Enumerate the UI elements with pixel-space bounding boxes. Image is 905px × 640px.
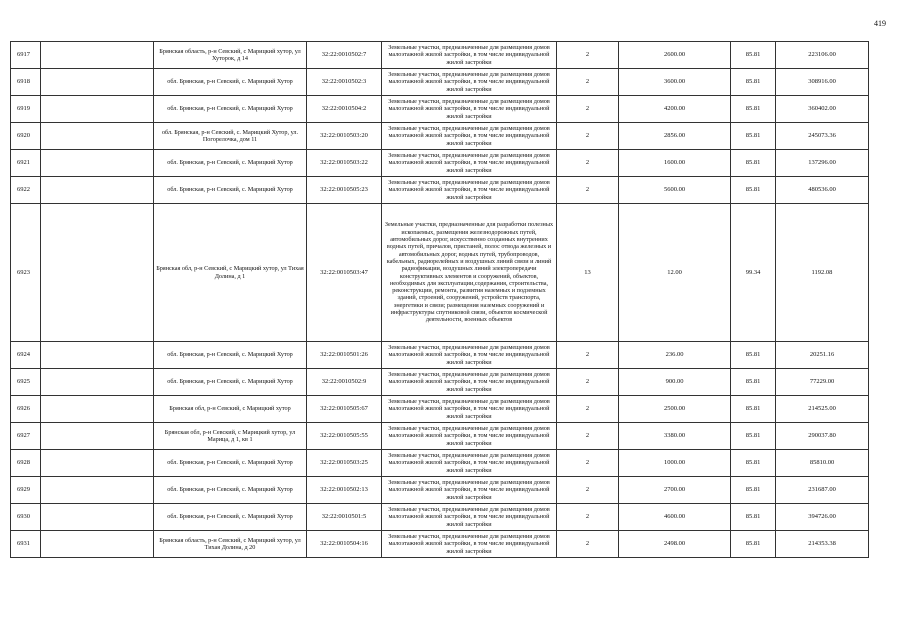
- area-cell: 4600.00: [619, 504, 731, 531]
- cadastral-value-cell: 214525.00: [776, 396, 869, 423]
- cadastral-number-cell: 32:22:0010503:22: [307, 150, 382, 177]
- land-use-cell: Земельные участки, предназначенные для разработки полезных ископаемых, размещения железнодорожных путей, автомобильных дорог, искусственно созданных внутренних водных путей, причалов, пристаней, полос отвода железных и автомобильных дорог, водных путей, трубопроводов, кабельных, радиорелейных и воздушных линий связи и линий радиофикации, воздушных линий электропередачи конструктивных элементов и сооружений, объектов, необходимых для эксплуатации,содержания, строительства, реконструкции, ремонта, развития наземных и подземных зданий, строений, сооружений, устройств транспорта, энергетики и связи; размещения наземных сооружений и инфраструктуры спутниковой связи, объектов космической деятельности, военных объектов: [382, 204, 557, 342]
- spacer-cell: [41, 477, 154, 504]
- rate-cell: 85.81: [731, 423, 776, 450]
- spacer-cell: [41, 369, 154, 396]
- area-cell: 5600.00: [619, 177, 731, 204]
- group-code-cell: 13: [557, 204, 619, 342]
- address-cell: обл. Брянская, р-н Севский, с. Марицкий Хутор: [154, 369, 307, 396]
- address-cell: Брянская обл, р-н Севский, с Марицкий хутор: [154, 396, 307, 423]
- land-registry-table: [10, 41, 869, 558]
- spacer-cell: [41, 123, 154, 150]
- rate-cell: 99.34: [731, 204, 776, 342]
- cadastral-number-cell: 32:22:0010502:9: [307, 369, 382, 396]
- land-use-cell: Земельные участки, предназначенные для размещения домов малоэтажной жилой застройки, в том числе индивидуальной жилой застройки: [382, 123, 557, 150]
- cadastral-number-cell: 32:22:0010501:5: [307, 504, 382, 531]
- table-row: [11, 177, 869, 204]
- group-code-cell: 2: [557, 531, 619, 558]
- rate-cell: 85.81: [731, 96, 776, 123]
- table-row: [11, 69, 869, 96]
- spacer-cell: [41, 504, 154, 531]
- area-cell: 2498.00: [619, 531, 731, 558]
- table-row: [11, 423, 869, 450]
- address-cell: обл. Брянская, р-н Севский, с. Марицкий Хутор: [154, 69, 307, 96]
- cadastral-number-cell: 32:22:0010505:23: [307, 177, 382, 204]
- area-cell: 1000.00: [619, 450, 731, 477]
- spacer-cell: [41, 423, 154, 450]
- cadastral-value-cell: 137296.00: [776, 150, 869, 177]
- group-code-cell: 2: [557, 123, 619, 150]
- table-row: [11, 150, 869, 177]
- rate-cell: 85.81: [731, 531, 776, 558]
- land-use-cell: Земельные участки, предназначенные для размещения домов малоэтажной жилой застройки, в том числе индивидуальной жилой застройки: [382, 96, 557, 123]
- address-cell: Брянская обл, р-н Севский, с Марицкий хутор, ул Тихая Долина, д 1: [154, 204, 307, 342]
- cadastral-value-cell: 394726.00: [776, 504, 869, 531]
- address-cell: обл. Брянская, р-н Севский, с. Марицкий Хутор: [154, 477, 307, 504]
- row-number: 6931: [11, 531, 41, 558]
- rate-cell: 85.81: [731, 177, 776, 204]
- row-number: 6926: [11, 396, 41, 423]
- land-use-cell: Земельные участки, предназначенные для размещения домов малоэтажной жилой застройки, в том числе индивидуальной жилой застройки: [382, 177, 557, 204]
- cadastral-value-cell: 245073.36: [776, 123, 869, 150]
- cadastral-number-cell: 32:22:0010502:7: [307, 42, 382, 69]
- cadastral-value-cell: 231687.00: [776, 477, 869, 504]
- cadastral-number-cell: 32:22:0010505:55: [307, 423, 382, 450]
- rate-cell: 85.81: [731, 504, 776, 531]
- address-cell: Брянская обл, р-н Севский, с Марицкий хутор, ул Марица, д 1, кв 1: [154, 423, 307, 450]
- rate-cell: 85.81: [731, 123, 776, 150]
- cadastral-value-cell: 214353.38: [776, 531, 869, 558]
- table-row: [11, 369, 869, 396]
- cadastral-number-cell: 32:22:0010503:20: [307, 123, 382, 150]
- spacer-cell: [41, 204, 154, 342]
- row-number: 6920: [11, 123, 41, 150]
- row-number: 6930: [11, 504, 41, 531]
- address-cell: Брянская область, р-н Севский, с Марицкий хутор, ул Тихая Долина, д 20: [154, 531, 307, 558]
- land-use-cell: Земельные участки, предназначенные для размещения домов малоэтажной жилой застройки, в том числе индивидуальной жилой застройки: [382, 450, 557, 477]
- table-row: [11, 342, 869, 369]
- group-code-cell: 2: [557, 504, 619, 531]
- rate-cell: 85.81: [731, 396, 776, 423]
- area-cell: 12.00: [619, 204, 731, 342]
- area-cell: 3380.00: [619, 423, 731, 450]
- address-cell: обл. Брянская, р-н Севский, с. Марицкий Хутор: [154, 450, 307, 477]
- land-use-cell: Земельные участки, предназначенные для размещения домов малоэтажной жилой застройки, в том числе индивидуальной жилой застройки: [382, 369, 557, 396]
- row-number: 6924: [11, 342, 41, 369]
- land-use-cell: Земельные участки, предназначенные для размещения домов малоэтажной жилой застройки, в том числе индивидуальной жилой застройки: [382, 342, 557, 369]
- row-number: 6925: [11, 369, 41, 396]
- spacer-cell: [41, 150, 154, 177]
- cadastral-value-cell: 223106.00: [776, 42, 869, 69]
- row-number: 6929: [11, 477, 41, 504]
- land-use-cell: Земельные участки, предназначенные для размещения домов малоэтажной жилой застройки, в том числе индивидуальной жилой застройки: [382, 396, 557, 423]
- table-row: [11, 450, 869, 477]
- rate-cell: 85.81: [731, 450, 776, 477]
- group-code-cell: 2: [557, 369, 619, 396]
- spacer-cell: [41, 177, 154, 204]
- cadastral-number-cell: 32:22:0010504:16: [307, 531, 382, 558]
- cadastral-number-cell: 32:22:0010504:2: [307, 96, 382, 123]
- area-cell: 2856.00: [619, 123, 731, 150]
- address-cell: обл. Брянская, р-н Севский, с. Марицкий Хутор: [154, 342, 307, 369]
- area-cell: 236.00: [619, 342, 731, 369]
- address-cell: обл. Брянская, р-н Севский, с. Марицкий Хутор, ул. Погорелочка, дом 11: [154, 123, 307, 150]
- cadastral-value-cell: 308916.00: [776, 69, 869, 96]
- spacer-cell: [41, 342, 154, 369]
- cadastral-value-cell: 290037.80: [776, 423, 869, 450]
- address-cell: Брянская область, р-н Севский, с Марицкий хутор, ул Хуторок, д 14: [154, 42, 307, 69]
- table-row: [11, 396, 869, 423]
- spacer-cell: [41, 450, 154, 477]
- group-code-cell: 2: [557, 69, 619, 96]
- table-row: [11, 531, 869, 558]
- address-cell: обл. Брянская, р-н Севский, с. Марицкий Хутор: [154, 177, 307, 204]
- table-row: [11, 123, 869, 150]
- land-use-cell: Земельные участки, предназначенные для размещения домов малоэтажной жилой застройки, в том числе индивидуальной жилой застройки: [382, 69, 557, 96]
- row-number: 6927: [11, 423, 41, 450]
- row-number: 6919: [11, 96, 41, 123]
- cadastral-number-cell: 32:22:0010501:26: [307, 342, 382, 369]
- address-cell: обл. Брянская, р-н Севский, с. Марицкий Хутор: [154, 150, 307, 177]
- table-row: [11, 477, 869, 504]
- row-number: 6921: [11, 150, 41, 177]
- row-number: 6922: [11, 177, 41, 204]
- area-cell: 900.00: [619, 369, 731, 396]
- area-cell: 2600.00: [619, 42, 731, 69]
- group-code-cell: 2: [557, 42, 619, 69]
- cadastral-value-cell: 20251.16: [776, 342, 869, 369]
- spacer-cell: [41, 69, 154, 96]
- rate-cell: 85.81: [731, 342, 776, 369]
- area-cell: 2700.00: [619, 477, 731, 504]
- rate-cell: 85.81: [731, 477, 776, 504]
- cadastral-number-cell: 32:22:0010502:3: [307, 69, 382, 96]
- page-number: 419: [874, 19, 886, 28]
- group-code-cell: 2: [557, 177, 619, 204]
- spacer-cell: [41, 42, 154, 69]
- land-use-cell: Земельные участки, предназначенные для размещения домов малоэтажной жилой застройки, в том числе индивидуальной жилой застройки: [382, 531, 557, 558]
- rate-cell: 85.81: [731, 69, 776, 96]
- table-row: [11, 204, 869, 342]
- rate-cell: 85.81: [731, 369, 776, 396]
- cadastral-number-cell: 32:22:0010503:47: [307, 204, 382, 342]
- group-code-cell: 2: [557, 342, 619, 369]
- row-number: 6918: [11, 69, 41, 96]
- area-cell: 2500.00: [619, 396, 731, 423]
- rate-cell: 85.81: [731, 42, 776, 69]
- address-cell: обл. Брянская, р-н Севский, с. Марицкий Хутор: [154, 504, 307, 531]
- land-use-cell: Земельные участки, предназначенные для размещения домов малоэтажной жилой застройки, в том числе индивидуальной жилой застройки: [382, 477, 557, 504]
- land-use-cell: Земельные участки, предназначенные для размещения домов малоэтажной жилой застройки, в том числе индивидуальной жилой застройки: [382, 150, 557, 177]
- land-use-cell: Земельные участки, предназначенные для размещения домов малоэтажной жилой застройки, в том числе индивидуальной жилой застройки: [382, 423, 557, 450]
- cadastral-value-cell: 480536.00: [776, 177, 869, 204]
- group-code-cell: 2: [557, 96, 619, 123]
- rate-cell: 85.81: [731, 150, 776, 177]
- group-code-cell: 2: [557, 450, 619, 477]
- spacer-cell: [41, 531, 154, 558]
- area-cell: 1600.00: [619, 150, 731, 177]
- address-cell: обл. Брянская, р-н Севский, с. Марицкий Хутор: [154, 96, 307, 123]
- area-cell: 3600.00: [619, 69, 731, 96]
- group-code-cell: 2: [557, 477, 619, 504]
- land-use-cell: Земельные участки, предназначенные для размещения домов малоэтажной жилой застройки, в том числе индивидуальной жилой застройки: [382, 42, 557, 69]
- row-number: 6923: [11, 204, 41, 342]
- land-use-cell: Земельные участки, предназначенные для размещения домов малоэтажной жилой застройки, в том числе индивидуальной жилой застройки: [382, 504, 557, 531]
- area-cell: 4200.00: [619, 96, 731, 123]
- spacer-cell: [41, 396, 154, 423]
- cadastral-number-cell: 32:22:0010503:25: [307, 450, 382, 477]
- table-row: [11, 96, 869, 123]
- cadastral-number-cell: 32:22:0010502:13: [307, 477, 382, 504]
- table-row: [11, 42, 869, 69]
- group-code-cell: 2: [557, 396, 619, 423]
- cadastral-number-cell: 32:22:0010505:67: [307, 396, 382, 423]
- cadastral-value-cell: 85810.00: [776, 450, 869, 477]
- row-number: 6928: [11, 450, 41, 477]
- cadastral-value-cell: 1192.08: [776, 204, 869, 342]
- group-code-cell: 2: [557, 423, 619, 450]
- group-code-cell: 2: [557, 150, 619, 177]
- row-number: 6917: [11, 42, 41, 69]
- table-row: [11, 504, 869, 531]
- cadastral-value-cell: 360402.00: [776, 96, 869, 123]
- spacer-cell: [41, 96, 154, 123]
- cadastral-value-cell: 77229.00: [776, 369, 869, 396]
- registry-body: [11, 42, 869, 558]
